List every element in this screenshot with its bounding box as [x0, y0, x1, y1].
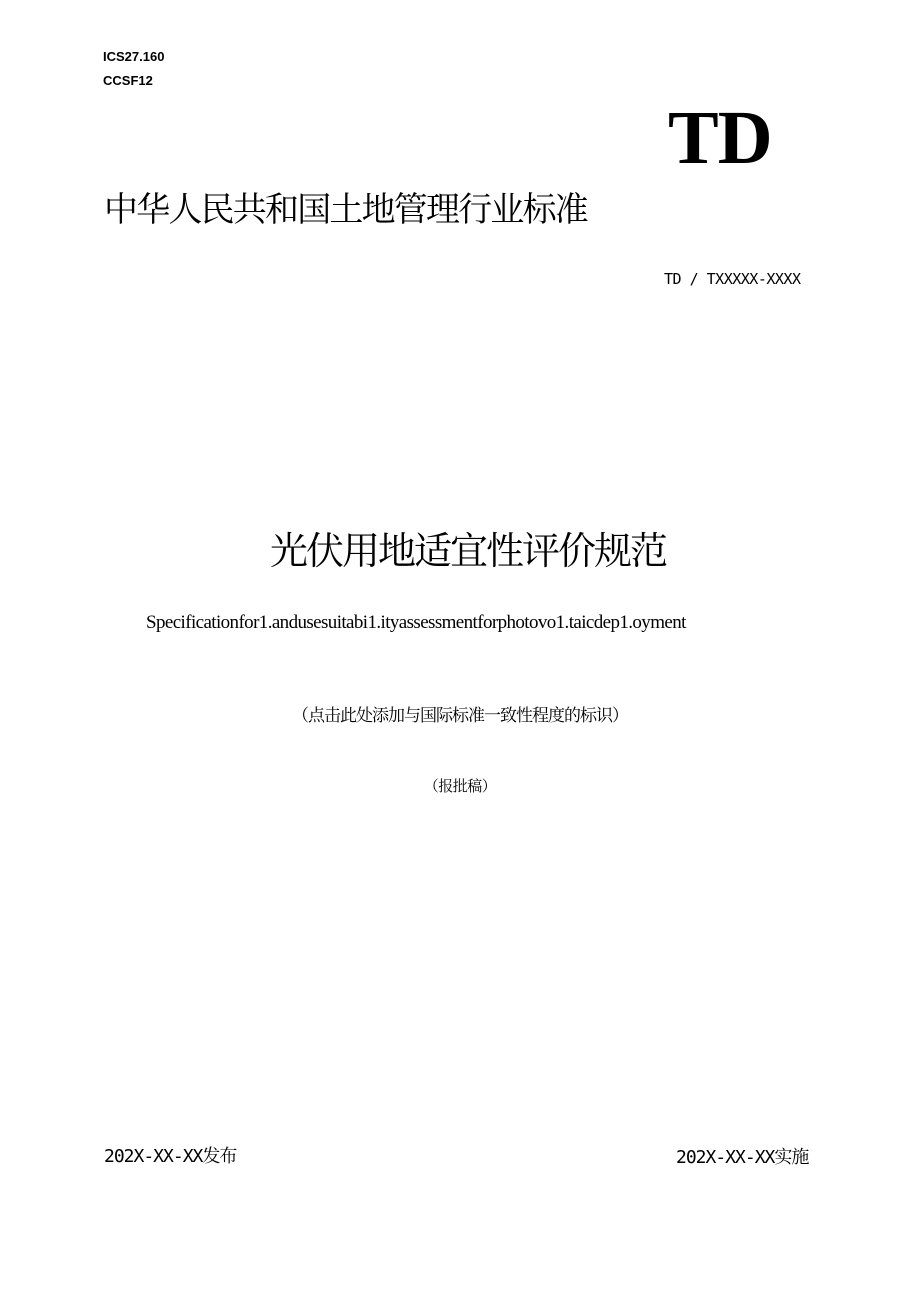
- implementation-date: 202X-XX-XX实施: [676, 1147, 809, 1168]
- document-title-english: Specificationfor1.andusesuitabi1.ityassessmentforphotovo1.taicdep1.oyment: [146, 612, 686, 633]
- issue-date: 202X-XX-XX发布: [104, 1146, 237, 1167]
- draft-status: （报批稿）: [423, 777, 497, 795]
- td-logo: TD: [668, 96, 772, 180]
- document-title-chinese: 光伏用地适宜性评价规范: [269, 529, 666, 573]
- ics-code: ICS27.160: [103, 49, 165, 64]
- consistency-note-placeholder[interactable]: （点击此处添加与国际标准一致性程度的标识）: [292, 706, 628, 726]
- ccs-code: CCSF12: [103, 73, 153, 88]
- issuing-authority: 中华人民共和国土地管理行业标准: [104, 190, 587, 230]
- standard-number: TD / TXXXXX-XXXX: [664, 270, 801, 288]
